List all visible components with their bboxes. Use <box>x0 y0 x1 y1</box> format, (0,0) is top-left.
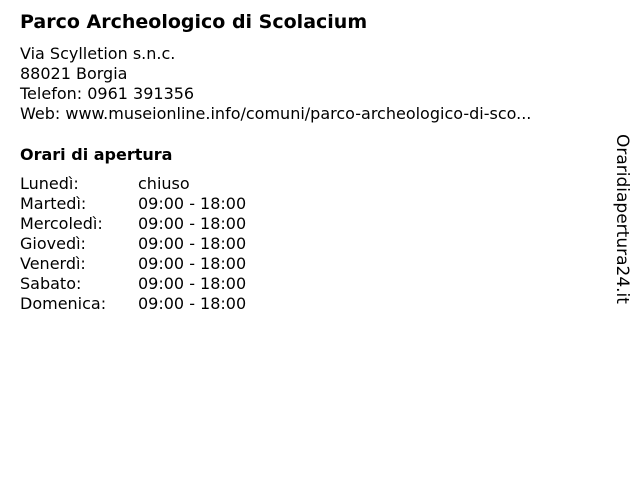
day-label: Domenica: <box>20 294 107 313</box>
day-label: Sabato: <box>20 274 82 293</box>
hours-row-wednesday <box>20 214 320 234</box>
hours-row-thursday <box>20 234 320 254</box>
site-brand-text: Oraridiapertura24.it <box>612 134 632 304</box>
day-label: Mercoledì: <box>20 214 103 233</box>
site-brand-watermark <box>612 134 632 310</box>
hours-value: chiuso <box>138 174 190 193</box>
hours-row-monday <box>20 174 320 194</box>
hours-value: 09:00 - 18:00 <box>138 294 247 313</box>
day-label: Lunedì: <box>20 174 79 193</box>
day-label: Venerdì: <box>20 254 86 273</box>
hours-row-tuesday <box>20 194 320 214</box>
day-label: Martedì: <box>20 194 87 213</box>
hours-row-friday <box>20 254 320 274</box>
address-block <box>20 44 531 124</box>
hours-value: 09:00 - 18:00 <box>138 214 247 233</box>
hours-value: 09:00 - 18:00 <box>138 274 247 293</box>
page-title: Parco Archeologico di Scolacium <box>20 11 368 33</box>
hours-row-saturday <box>20 274 320 294</box>
hours-value: 09:00 - 18:00 <box>138 254 247 273</box>
street-address: Via Scylletion s.n.c. <box>20 44 176 63</box>
opening-hours-heading: Orari di apertura <box>20 145 173 164</box>
postal-city: 88021 Borgia <box>20 64 128 83</box>
hours-value: 09:00 - 18:00 <box>138 194 247 213</box>
day-label: Giovedì: <box>20 234 86 253</box>
hours-row-sunday <box>20 294 320 314</box>
hours-value: 09:00 - 18:00 <box>138 234 247 253</box>
opening-hours-table <box>20 174 320 314</box>
phone-number: Telefon: 0961 391356 <box>20 84 195 103</box>
website-link: Web: www.museionline.info/comuni/parco-archeologico-di-sco... <box>20 104 532 123</box>
